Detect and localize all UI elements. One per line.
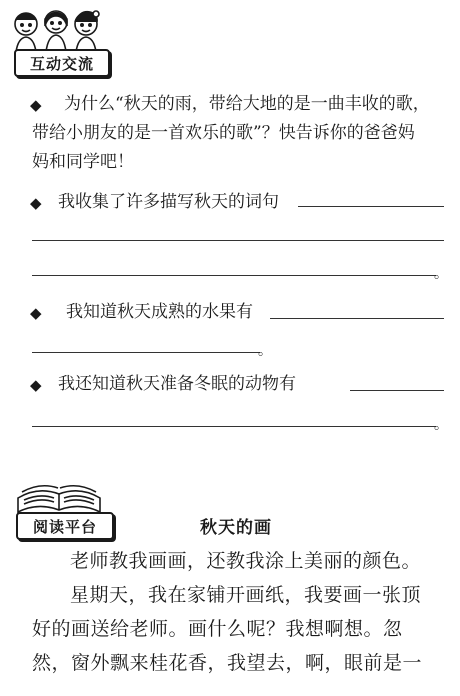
- bullet-diamond-icon: ◆: [30, 376, 42, 394]
- bullet-diamond-icon: ◆: [30, 304, 42, 322]
- section-badge-interaction: 互动交流: [14, 49, 110, 77]
- answer-blank-2a[interactable]: [298, 206, 444, 207]
- period-mark: 。: [258, 343, 272, 359]
- bullet-diamond-icon: ◆: [30, 194, 42, 212]
- question-1-line-1: 为什么“秋天的雨，带给大地的是一曲丰收的歌，: [64, 94, 430, 114]
- question-2-prompt: 我收集了许多描写秋天的词句: [58, 192, 279, 212]
- period-mark: 。: [434, 266, 448, 282]
- answer-blank-2b[interactable]: [32, 240, 444, 241]
- children-illustration-icon: [10, 4, 102, 52]
- answer-blank-2c[interactable]: [32, 275, 436, 276]
- paragraph-line-2: 星期天，我在家铺开画纸，我要画一张顶: [70, 584, 422, 606]
- question-1-line-3: 妈和同学吧！: [32, 152, 134, 172]
- period-mark: 。: [434, 417, 448, 433]
- question-4-prompt: 我还知道秋天准备冬眠的动物有: [58, 374, 296, 394]
- bullet-diamond-icon: ◆: [30, 96, 42, 114]
- paragraph-line-3: 好的画送给老师。画什么呢？我想啊想。忽: [32, 618, 403, 640]
- paragraph-line-1: 老师教我画画，还教我涂上美丽的颜色。: [70, 550, 422, 572]
- section-badge-reading: 阅读平台: [16, 512, 114, 540]
- question-1-line-2: 带给小朋友的是一首欢乐的歌”？快告诉你的爸爸妈: [32, 123, 415, 143]
- answer-blank-4a[interactable]: [350, 390, 444, 391]
- answer-blank-4b[interactable]: [32, 426, 436, 427]
- article-title: 秋天的画: [200, 518, 272, 538]
- answer-blank-3b[interactable]: [32, 352, 260, 353]
- question-3-prompt: 我知道秋天成熟的水果有: [66, 302, 253, 322]
- answer-blank-3a[interactable]: [270, 318, 444, 319]
- paragraph-line-4: 然，窗外飘来桂花香，我望去，啊，眼前是一: [32, 652, 423, 674]
